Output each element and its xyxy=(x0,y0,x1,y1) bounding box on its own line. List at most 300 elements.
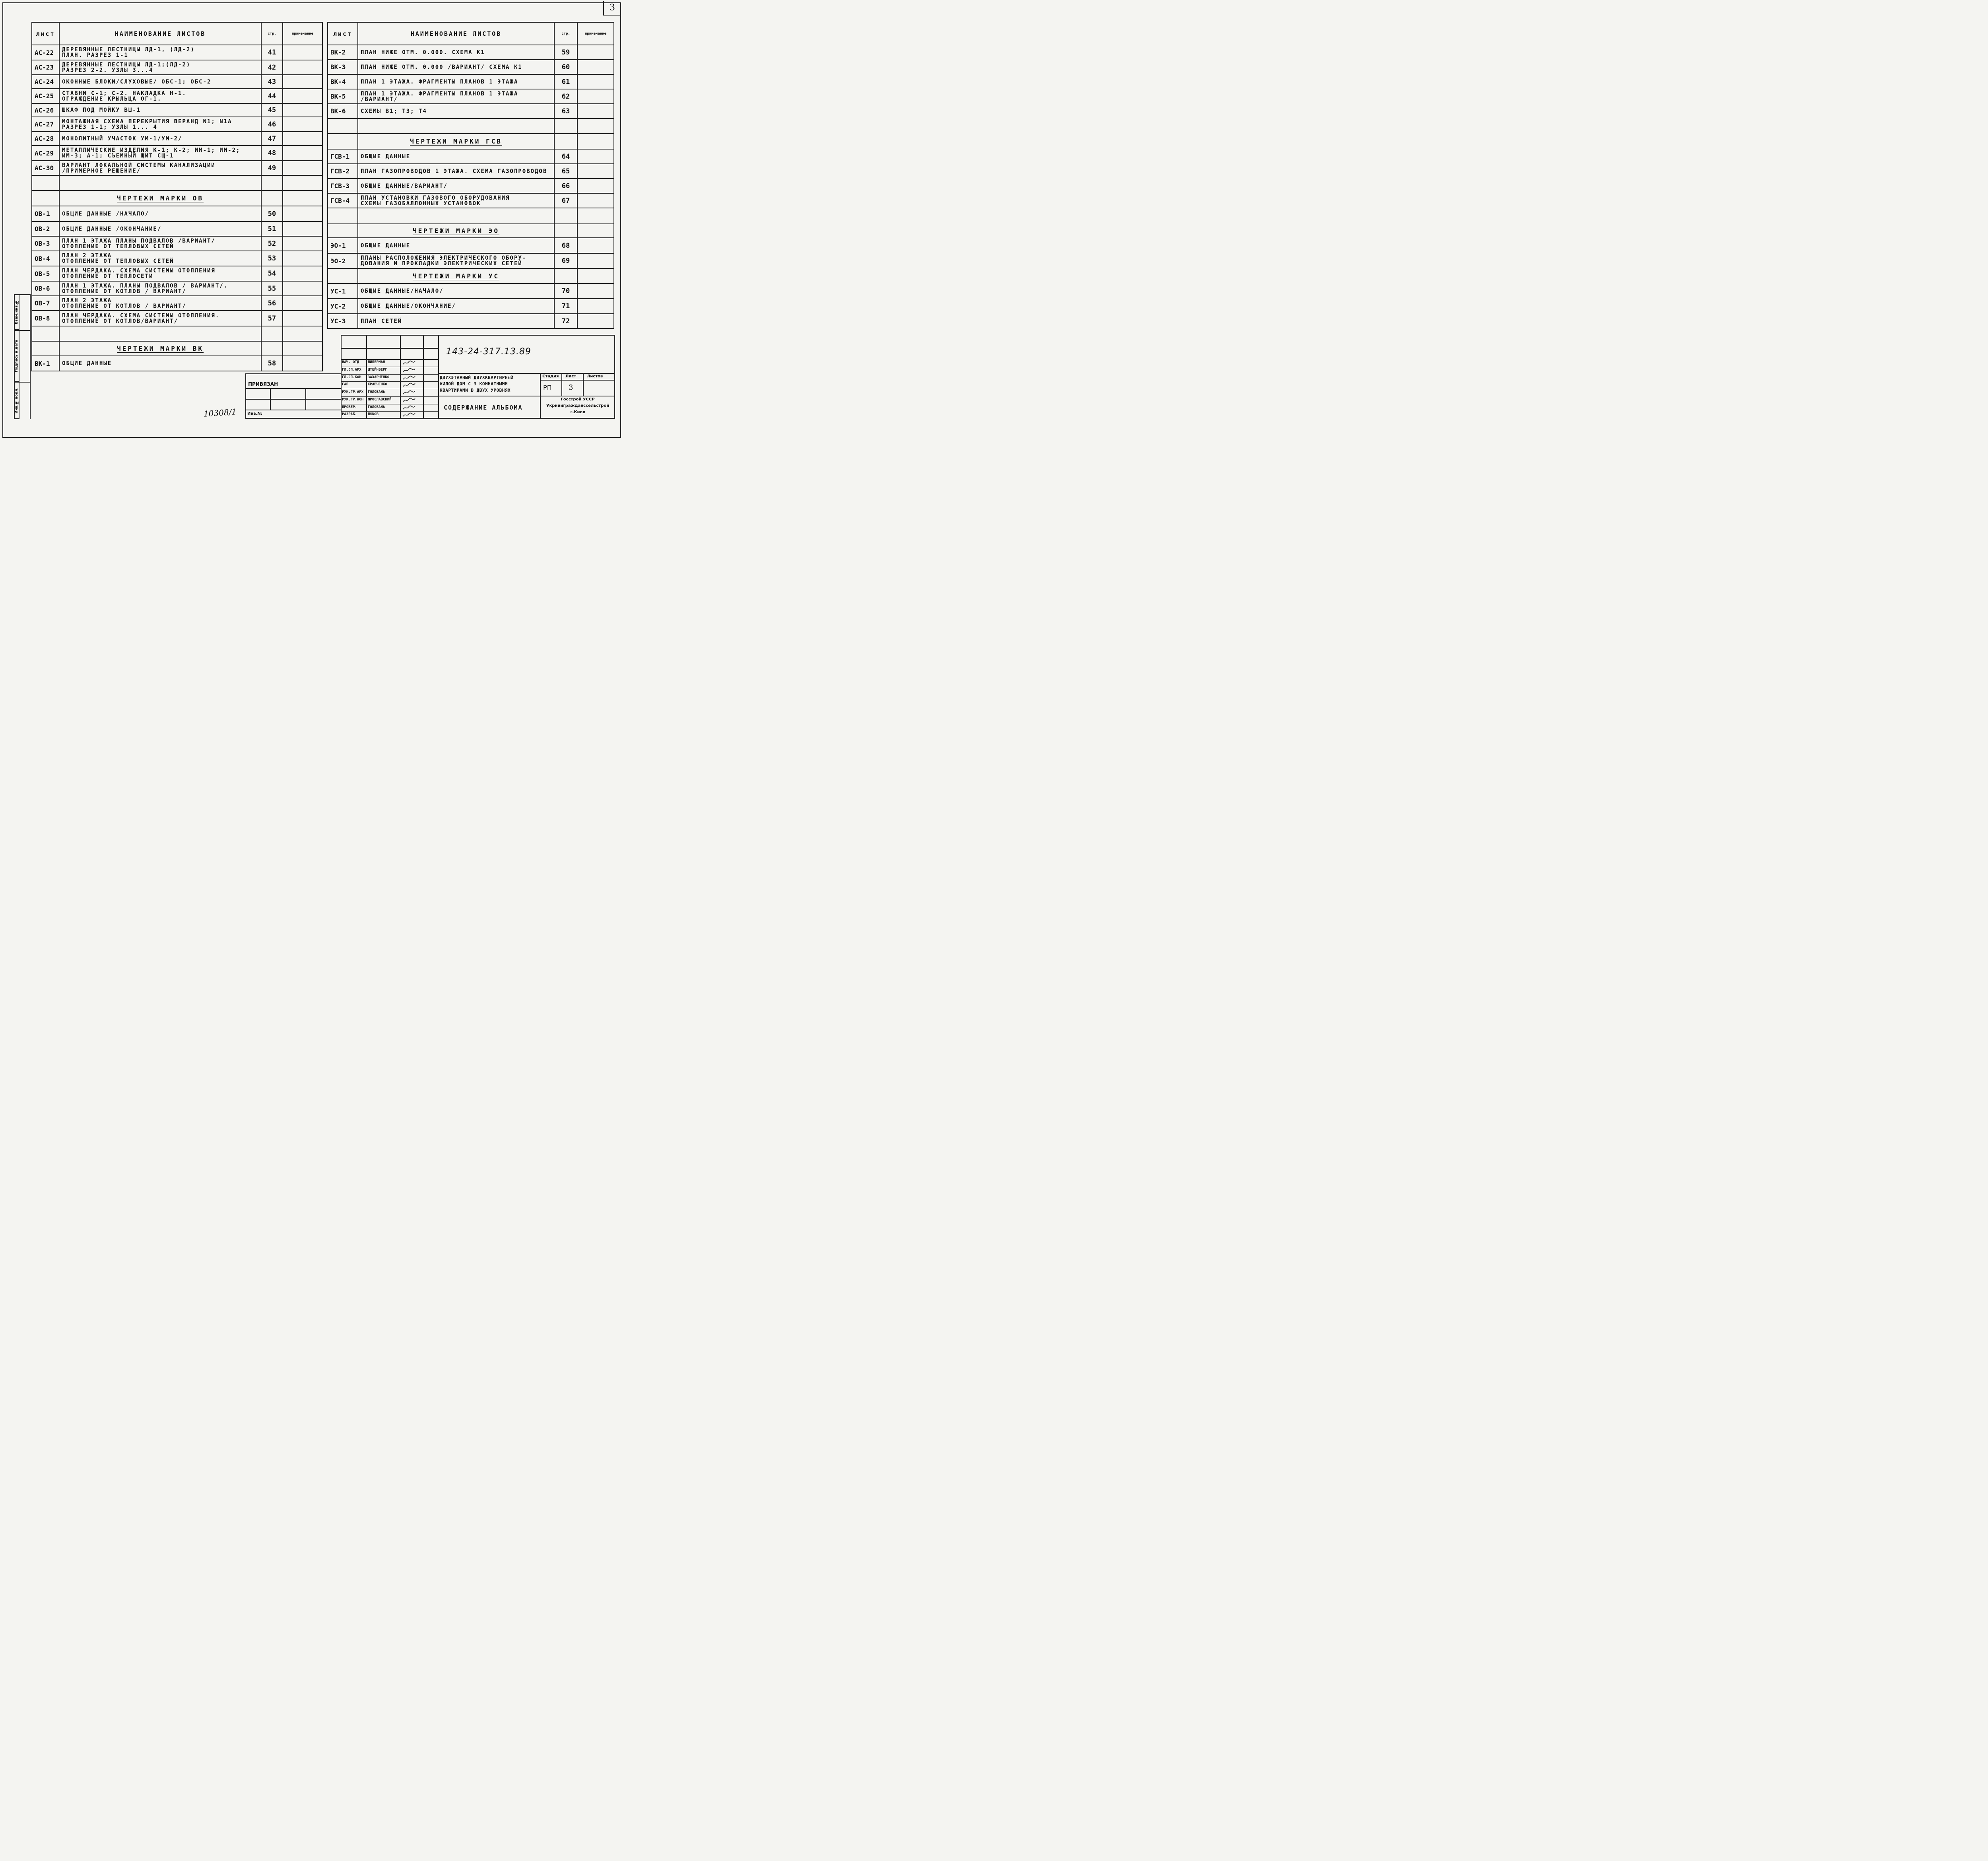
sheet-title-line: ОБЩИЕ ДАННЫЕ/ОКОНЧАНИЕ/ xyxy=(361,303,456,309)
page-number: 56 xyxy=(261,296,283,311)
sheet-code: АС-29 xyxy=(32,146,59,161)
sheet-title-line: ОКОННЫЕ БЛОКИ/СЛУХОВЫЕ/ ОБС-1; ОБС-2 xyxy=(62,78,212,85)
sheet-code: УС-3 xyxy=(328,314,358,328)
note-cell xyxy=(283,45,322,60)
page-number: 49 xyxy=(261,161,283,175)
page-number: 57 xyxy=(261,311,283,326)
table-row xyxy=(32,117,322,132)
sheet-code: ОВ-8 xyxy=(32,311,59,326)
page-number: 72 xyxy=(554,314,577,328)
note-cell xyxy=(283,75,322,89)
sheet-title-line: /ПРИМЕРНОЕ РЕШЕНИЕ/ xyxy=(62,167,141,174)
section-note-cell xyxy=(283,341,322,356)
blank-cell xyxy=(577,208,614,224)
section-header-row xyxy=(32,190,322,206)
page-number: 52 xyxy=(261,236,283,251)
blank-cell xyxy=(59,175,261,190)
signature-mark xyxy=(402,360,416,365)
sheet-title-line: СТАВНИ С-1; С-2. НАКЛАДКА Н-1. xyxy=(62,90,186,97)
blank-cell xyxy=(261,175,283,190)
sheet-title-line: РАЗРЕЗ 1-1; УЗЛЫ 1... 4 xyxy=(62,124,157,130)
signature-mark xyxy=(402,397,416,403)
table-row xyxy=(328,149,614,164)
blank-cell xyxy=(32,175,59,190)
signature-mark xyxy=(402,390,416,395)
sheet-title xyxy=(358,253,554,268)
section-note-cell xyxy=(283,190,322,206)
blank-cell xyxy=(554,208,577,224)
section-sheet-cell xyxy=(328,268,358,284)
header-name: НАИМЕНОВАНИЕ ЛИСТОВ xyxy=(358,22,554,45)
staff-name: ЛЫКОВ xyxy=(368,412,379,416)
section-page-cell xyxy=(554,268,577,284)
sheet-title-line: ОБЩИЕ ДАННЫЕ xyxy=(361,242,411,249)
staff-role: РУК.ГР.АРХ xyxy=(342,390,364,394)
note-cell xyxy=(283,281,322,296)
sheet-code: УС-2 xyxy=(328,299,358,314)
sheet-title xyxy=(358,179,554,193)
table-row xyxy=(32,132,322,146)
section-page-cell xyxy=(554,224,577,238)
sheet-title xyxy=(358,60,554,74)
sheet-title-line: ПЛАН НИЖЕ ОТМ. 0.000. СХЕМА К1 xyxy=(361,49,485,56)
stage-header: Стадия xyxy=(542,374,559,379)
section-sheet-cell xyxy=(328,134,358,149)
sheet-title xyxy=(59,117,261,132)
table-row xyxy=(328,299,614,314)
blank-cell xyxy=(59,326,261,341)
sheet-title xyxy=(59,103,261,117)
page-number: 45 xyxy=(261,103,283,117)
page-number: 69 xyxy=(554,253,577,268)
inventory-label: Инв.№ xyxy=(247,412,262,416)
note-cell xyxy=(577,299,614,314)
page-number: 46 xyxy=(261,117,283,132)
table-row xyxy=(32,60,322,75)
section-title xyxy=(59,190,261,206)
side-stamp-signature-date: Подпись и дата xyxy=(14,330,19,382)
sheet-code: ВК-4 xyxy=(328,74,358,89)
binding-label: ПРИВЯЗАН xyxy=(248,381,278,387)
note-cell xyxy=(577,89,614,104)
sheet-title-line: ОТОПЛЕНИЕ ОТ ТЕПЛОВЫХ СЕТЕЙ xyxy=(62,243,174,250)
section-header-row xyxy=(328,268,614,284)
organization: Госстрой УССР Укрниигражданссельстрой г.Киев xyxy=(546,397,610,414)
sheet-title-line: МОНОЛИТНЫЙ УЧАСТОК УМ-1/УМ-2/ xyxy=(62,135,182,142)
header-sheet: лист xyxy=(328,22,358,45)
page-number: 67 xyxy=(554,193,577,208)
sheet-code: АС-27 xyxy=(32,117,59,132)
section-header-row xyxy=(328,134,614,149)
sheet-title xyxy=(358,299,554,314)
sheet-title xyxy=(59,146,261,161)
note-cell xyxy=(577,60,614,74)
table-row xyxy=(328,314,614,328)
sheet-code: АС-22 xyxy=(32,45,59,60)
sheet-title-line: ПЛАН 1 ЭТАЖА. ФРАГМЕНТЫ ПЛАНОВ 1 ЭТАЖА xyxy=(361,90,518,97)
table-row xyxy=(328,60,614,74)
table-row xyxy=(32,296,322,311)
sheet-title-line: ОТОПЛЕНИЕ ОТ КОТЛОВ / ВАРИАНТ/ xyxy=(62,303,186,309)
sheet-number-corner: 3 xyxy=(603,1,621,16)
sheet-title-line: МОНТАЖНАЯ СХЕМА ПЕРЕКРЫТИЯ ВЕРАНД N1; N1А xyxy=(62,118,232,125)
sheet-title-line: ПЛАН ЧЕРДАКА. СХЕМА СИСТЕМЫ ОТОПЛЕНИЯ xyxy=(62,268,215,274)
page-number: 47 xyxy=(261,132,283,146)
sheet-title xyxy=(358,89,554,104)
sheet-code: АС-24 xyxy=(32,75,59,89)
sheet-title xyxy=(358,284,554,299)
blank-cell xyxy=(283,175,322,190)
page-number: 59 xyxy=(554,45,577,60)
sheet-code: АС-23 xyxy=(32,60,59,75)
sheet-code: ОВ-5 xyxy=(32,266,59,281)
page-number: 43 xyxy=(261,75,283,89)
sheet-title-line: ПЛАН 1 ЭТАЖА. ФРАГМЕНТЫ ПЛАНОВ 1 ЭТАЖА xyxy=(361,78,518,85)
note-cell xyxy=(283,251,322,266)
page-number: 58 xyxy=(261,356,283,371)
section-title xyxy=(358,268,554,284)
section-note-cell xyxy=(577,224,614,238)
header-page: стр. xyxy=(261,22,283,45)
sheet-title-line: МЕТАЛЛИЧЕСКИЕ ИЗДЕЛИЯ К-1; К-2; ИМ-1; ИМ-2; xyxy=(62,147,241,153)
sheet-title-line: ОБЩИЕ ДАННЫЕ xyxy=(62,360,112,367)
table-row xyxy=(32,45,322,60)
sheet-code: ГСВ-4 xyxy=(328,193,358,208)
section-sheet-cell xyxy=(32,341,59,356)
page-number: 61 xyxy=(554,74,577,89)
page-number: 48 xyxy=(261,146,283,161)
side-stamp-replacement: Взам.инв.№ xyxy=(14,294,19,330)
note-cell xyxy=(283,60,322,75)
blank-cell xyxy=(261,326,283,341)
sheet-title-line: ОБЩИЕ ДАННЫЕ/НАЧАЛО/ xyxy=(361,288,444,294)
right-contents-table xyxy=(327,22,614,329)
signature-mark xyxy=(402,382,416,388)
staff-name: ЛИБЕРМАН xyxy=(368,360,385,364)
blank-cell xyxy=(32,326,59,341)
staff-name: ГОЛОВАНЬ xyxy=(368,390,385,394)
note-cell xyxy=(577,193,614,208)
table-row xyxy=(32,146,322,161)
sheet-title xyxy=(59,89,261,103)
sheet-title-line: ПЛАНЫ РАСПОЛОЖЕНИЯ ЭЛЕКТРИЧЕСКОГО ОБОРУ- xyxy=(361,255,527,261)
sheet-title-line: ОТОПЛЕНИЕ ОТ ТЕПЛОСЕТИ xyxy=(62,273,153,280)
section-note-cell xyxy=(577,134,614,149)
header-sheet: лист xyxy=(32,22,59,45)
page-number: 51 xyxy=(261,221,283,236)
sheet-title xyxy=(59,296,261,311)
page-number: 50 xyxy=(261,206,283,221)
left-contents-table xyxy=(31,22,323,371)
table-row xyxy=(32,266,322,281)
blank-row xyxy=(32,175,322,190)
page-number: 60 xyxy=(554,60,577,74)
blank-row xyxy=(328,208,614,224)
table-row xyxy=(328,253,614,268)
page-number: 63 xyxy=(554,104,577,118)
sheet-value: 3 xyxy=(569,383,573,392)
album-contents-title: СОДЕРЖАНИЕ АЛЬБОМА xyxy=(444,404,523,411)
header-page: стр. xyxy=(554,22,577,45)
note-cell xyxy=(283,117,322,132)
table-row xyxy=(32,356,322,371)
sheet-title xyxy=(59,311,261,326)
note-cell xyxy=(283,161,322,175)
section-header-row xyxy=(32,341,322,356)
table-row xyxy=(328,284,614,299)
staff-role: ПРОВЕР. xyxy=(342,405,357,409)
page-number: 70 xyxy=(554,284,577,299)
sheet-code: ОВ-2 xyxy=(32,221,59,236)
sheets-header: Листов xyxy=(587,374,603,379)
page-number: 54 xyxy=(261,266,283,281)
sheet-title-line: ОБЩИЕ ДАННЫЕ xyxy=(361,153,411,160)
sheet-code: ГСВ-1 xyxy=(328,149,358,164)
sheet-code: ГСВ-3 xyxy=(328,179,358,193)
section-note-cell xyxy=(577,268,614,284)
sheet-title xyxy=(59,281,261,296)
sheet-title-line: ВАРИАНТ ЛОКАЛЬНОЙ СИСТЕМЫ КАНАЛИЗАЦИИ xyxy=(62,162,215,169)
sheet-title-line: ПЛАН ГАЗОПРОВОДОВ 1 ЭТАЖА. СХЕМА ГАЗОПРОВОДОВ xyxy=(361,168,547,175)
table-row xyxy=(32,103,322,117)
stage-value: РП xyxy=(543,384,552,391)
sheet-title-line: /ВАРИАНТ/ xyxy=(361,96,398,103)
page-number: 68 xyxy=(554,238,577,253)
sheet-title-line: ДЕРЕВЯННЫЕ ЛЕСТНИЦЫ ЛД-1;(ЛД-2) xyxy=(62,61,191,68)
sheet-title xyxy=(59,161,261,175)
header-note: примечание xyxy=(283,22,322,45)
page-number: 66 xyxy=(554,179,577,193)
signature-mark xyxy=(402,375,416,381)
sheet-title-line: ДОВАНИЯ И ПРОКЛАДКИ ЭЛЕКТРИЧЕСКИХ СЕТЕЙ xyxy=(361,260,522,267)
blank-cell xyxy=(358,118,554,134)
sheet-code: ОВ-4 xyxy=(32,251,59,266)
sheet-title-line: ШКАФ ПОД МОЙКУ ВШ-1 xyxy=(62,107,141,113)
sheet-code: ГСВ-2 xyxy=(328,164,358,179)
note-cell xyxy=(283,103,322,117)
note-cell xyxy=(283,296,322,311)
staff-role: ГЛ.СП.АРХ xyxy=(342,368,361,372)
sheet-title xyxy=(59,266,261,281)
table-row xyxy=(328,164,614,179)
page-number: 53 xyxy=(261,251,283,266)
section-title xyxy=(358,134,554,149)
table-row xyxy=(32,311,322,326)
sheet-title-line: ОГРАЖДЕНИЕ КРЫЛЬЦА ОГ-1. xyxy=(62,95,162,102)
sheet-code: ВК-5 xyxy=(328,89,358,104)
sheet-title-line: ПЛАН 1 ЭТАЖА. ПЛАНЫ ПОДВАЛОВ / ВАРИАНТ/. xyxy=(62,282,228,289)
table-row xyxy=(32,161,322,175)
sheet-title xyxy=(59,75,261,89)
sheet-title-line: ОТОПЛЕНИЕ ОТ КОТЛОВ / ВАРИАНТ/ xyxy=(62,288,186,295)
sheet-code: ОВ-7 xyxy=(32,296,59,311)
section-title-text: ЧЕРТЕЖИ МАРКИ ОВ xyxy=(116,194,204,202)
table-row xyxy=(32,251,322,266)
sheet-code: ЭО-1 xyxy=(328,238,358,253)
sheet-title-line: СХЕМЫ ГАЗОБАЛЛОННЫХ УСТАНОВОК xyxy=(361,200,481,207)
sheet-code: УС-1 xyxy=(328,284,358,299)
note-cell xyxy=(577,45,614,60)
sheet-code: АС-25 xyxy=(32,89,59,103)
sheet-code: АС-30 xyxy=(32,161,59,175)
page-number: 41 xyxy=(261,45,283,60)
note-cell xyxy=(577,253,614,268)
sheet-header: Лист xyxy=(565,374,577,379)
table-row xyxy=(328,238,614,253)
section-sheet-cell xyxy=(328,224,358,238)
sheet-title xyxy=(358,193,554,208)
note-cell xyxy=(283,221,322,236)
sheet-code: ОВ-3 xyxy=(32,236,59,251)
page-number: 64 xyxy=(554,149,577,164)
sheet-code: ВК-3 xyxy=(328,60,358,74)
table-row xyxy=(328,89,614,104)
section-title xyxy=(358,224,554,238)
sheet-code: АС-26 xyxy=(32,103,59,117)
page-number: 55 xyxy=(261,281,283,296)
table-row xyxy=(32,75,322,89)
note-cell xyxy=(577,74,614,89)
staff-name: ЯРОСЛАВСКИЙ xyxy=(368,398,392,402)
sheet-title xyxy=(358,104,554,118)
blank-cell xyxy=(577,118,614,134)
sheet-title xyxy=(59,251,261,266)
sheet-title-line: ПЛАН. РАЗРЕЗ 1-1 xyxy=(62,52,128,58)
archive-number: 10308/1 xyxy=(203,407,237,419)
document-code: 143-24-317.13.89 xyxy=(446,347,531,357)
staff-name: ШТЕЙНБЕРГ xyxy=(368,368,387,372)
sheet-title xyxy=(59,236,261,251)
staff-role: РУК.ГР.КОН xyxy=(342,398,364,402)
staff-name: ГОЛОВАНЬ xyxy=(368,405,385,409)
sheet-code: АС-28 xyxy=(32,132,59,146)
staff-role: НАЧ. ОТД xyxy=(342,360,359,364)
table-row xyxy=(32,89,322,103)
note-cell xyxy=(577,314,614,328)
sheet-title xyxy=(59,356,261,371)
staff-role: ГАП xyxy=(342,383,349,387)
signature-mark xyxy=(402,367,416,373)
header-note: примечание xyxy=(577,22,614,45)
page-number: 42 xyxy=(261,60,283,75)
sheet-title-line: ДЕРЕВЯННЫЕ ЛЕСТНИЦЫ ЛД-1, (ЛД-2) xyxy=(62,47,195,53)
sheet-title-line: СХЕМЫ В1; Т3; Т4 xyxy=(361,108,427,115)
note-cell xyxy=(283,266,322,281)
sheet-title-line: ИМ-3; А-1; СЪЕМНЫЙ ЩИТ СЩ-1 xyxy=(62,153,174,159)
note-cell xyxy=(283,89,322,103)
sheet-title xyxy=(59,60,261,75)
staff-name: КРАВЧЕНКО xyxy=(368,383,387,387)
side-stamp-original-inventory: Инв.№ подл. xyxy=(14,382,19,419)
page-number: 62 xyxy=(554,89,577,104)
header-name: НАИМЕНОВАНИЕ ЛИСТОВ xyxy=(59,22,261,45)
sheet-code: ВК-1 xyxy=(32,356,59,371)
sheet-title xyxy=(59,45,261,60)
table-row xyxy=(328,45,614,60)
table-row xyxy=(328,104,614,118)
sheet-title-line: ПЛАН УСТАНОВКИ ГАЗОВОГО ОБОРУДОВАНИЯ xyxy=(361,194,510,201)
section-title-text: ЧЕРТЕЖИ МАРКИ ГСВ xyxy=(410,138,502,145)
sheet-title-line: ПЛАН ЧЕРДАКА. СХЕМА СИСТЕМЫ ОТОПЛЕНИЯ. xyxy=(62,312,220,319)
project-title: ДВУХЭТАЖНЫЙ ДВУХКВАРТИРНЫЙ ЖИЛОЙ ДОМ С 3 КОМНАТНЫМИ КВАРТИРАМИ В ДВУХ УРОВНЯХ xyxy=(440,375,514,393)
sheet-title-line: ОБЩИЕ ДАННЫЕ/ВАРИАНТ/ xyxy=(361,183,448,189)
table-row xyxy=(328,179,614,193)
note-cell xyxy=(283,236,322,251)
note-cell xyxy=(283,311,322,326)
blank-cell xyxy=(283,326,322,341)
note-cell xyxy=(577,104,614,118)
note-cell xyxy=(577,164,614,179)
note-cell xyxy=(283,356,322,371)
blank-row xyxy=(32,326,322,341)
page-number: 44 xyxy=(261,89,283,103)
table-row xyxy=(32,236,322,251)
section-sheet-cell xyxy=(32,190,59,206)
sheet-title xyxy=(59,132,261,146)
sheet-title-line: ОБЩИЕ ДАННЫЕ /НАЧАЛО/ xyxy=(62,210,149,217)
blank-row xyxy=(328,118,614,134)
sheet-code: ОВ-1 xyxy=(32,206,59,221)
table-row xyxy=(32,221,322,236)
sheet-title-line: ПЛАН СЕТЕЙ xyxy=(361,318,402,324)
sheet-title-line: ПЛАН 2 ЭТАЖА xyxy=(62,297,112,304)
sheet-title-line: ПЛАН НИЖЕ ОТМ. 0.000 /ВАРИАНТ/ СХЕМА К1 xyxy=(361,64,522,70)
staff-role: РАЗРАБ. xyxy=(342,412,357,416)
note-cell xyxy=(577,284,614,299)
section-page-cell xyxy=(554,134,577,149)
blank-cell xyxy=(358,208,554,224)
section-title-text: ЧЕРТЕЖИ МАРКИ ВК xyxy=(116,345,204,352)
sheet-title xyxy=(59,206,261,221)
staff-name: ЗАХАРЧЕНКО xyxy=(368,375,390,379)
blank-cell xyxy=(328,208,358,224)
staff-role: ГЛ.СП.КОН xyxy=(342,375,361,379)
note-cell xyxy=(283,146,322,161)
note-cell xyxy=(283,132,322,146)
sheet-title-line: ПЛАН 2 ЭТАЖА xyxy=(62,253,112,259)
section-title-text: ЧЕРТЕЖИ МАРКИ ЭО xyxy=(412,227,500,235)
sheet-title-line: ПЛАН 1 ЭТАЖА ПЛАНЫ ПОДВАЛОВ /ВАРИАНТ/ xyxy=(62,237,215,244)
sheet-title xyxy=(358,149,554,164)
section-page-cell xyxy=(261,341,283,356)
page-number: 71 xyxy=(554,299,577,314)
section-header-row xyxy=(328,224,614,238)
sheet-code: ЭО-2 xyxy=(328,253,358,268)
sheet-title xyxy=(358,45,554,60)
table-row xyxy=(328,74,614,89)
sheet-title xyxy=(59,221,261,236)
sheet-title xyxy=(358,314,554,328)
table-row xyxy=(32,281,322,296)
note-cell xyxy=(577,179,614,193)
sheet-title-line: ОТОПЛЕНИЕ ОТ ТЕПЛОВЫХ СЕТЕЙ xyxy=(62,258,174,264)
sheet-title xyxy=(358,238,554,253)
table-row xyxy=(32,206,322,221)
note-cell xyxy=(577,149,614,164)
sheet-code: ОВ-6 xyxy=(32,281,59,296)
sheet-title xyxy=(358,74,554,89)
signature-mark xyxy=(402,412,416,418)
note-cell xyxy=(577,238,614,253)
section-page-cell xyxy=(261,190,283,206)
sheet-title-line: РАЗРЕЗ 2-2. УЗЛЫ 3...4 xyxy=(62,67,153,74)
sheet-code: ВК-2 xyxy=(328,45,358,60)
note-cell xyxy=(283,206,322,221)
table-row xyxy=(328,193,614,208)
section-title xyxy=(59,341,261,356)
sheet-title-line: ОТОПЛЕНИЕ ОТ КОТЛОВ/ВАРИАНТ/ xyxy=(62,318,179,324)
signature-mark xyxy=(402,405,416,410)
